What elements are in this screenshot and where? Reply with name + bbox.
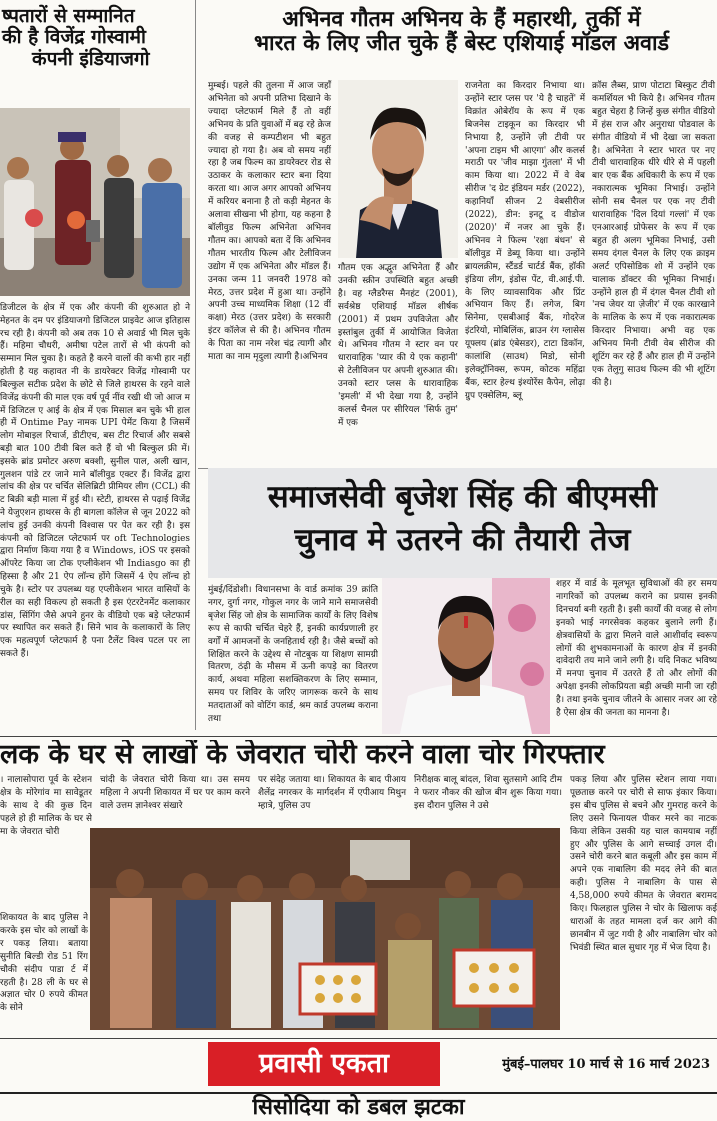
top-story — [198, 0, 717, 468]
left-headline-line: कंपनी इंडियाजगो — [32, 47, 150, 70]
column-rule — [195, 0, 196, 730]
middle-portrait-photo — [382, 578, 550, 734]
bottom-headline: लक के घर से लाखों के जेवरात चोरी करने वाला चोर गिरफ्तार — [0, 740, 605, 770]
middle-headline-line: चुनाव मे उतरने की तैयारी तेज — [294, 522, 631, 559]
middle-col-1: मुंबई/दिंडोशी। विधानसभा के वार्ड क्रमांक 39 क्रांति नगर, दुर्गा नगर, गोकुल नगर के जाने माने समाजसेवी बृजेश सिंह जो क्षेत्र के सामाजिक कार्यों के लिए विशेष रूप से काफी चर्चित चेहरे हैं, इनकी कार्यप्रणाली हर वर्गों में आमजनों के जनहितार्थ रही है। जैसे बच्चों को शिक्षित करने के उद्देश्य से नोटबुक या शिक्षण सामग्री वितरण, ठंढ़ी के मौसम में ऊनी कपड़े का वितरण कार्य, अथवा महिला सशक्तिकरण के लिए सम्मान, समय पर शिविर के जरिए जागरूक करने के साथ मतदाताओं को वोटिंग कार्ड, श्रम कार्ड उपलब्ध कराना तथा — [208, 585, 378, 725]
bottom-police-photo — [90, 828, 560, 1030]
bottom-col-1: । नालासोपारा पूर्व के स्टेशन क्षेत्र के मोरेगांव मा सावेडूतर के साथ दे की कुछ दिन पहले हो ही मालिक के घर से मा के जेवरात चोरी — [0, 775, 92, 837]
dateline: मुंबई–पालघर 10 मार्च से 16 मार्च 2023 — [502, 1057, 710, 1072]
left-body: डिजीटल के क्षेत्र में एक और कंपनी की शुरुआत हो ने मेहनत के दम पर इंडियाजगो डिजिटल प्राइवेट आज इतिहास रच रही है। कंपनी को अब तक 10 से अवार्ड भी मिल चुके हैं। महिमा चौधरी, अमीषा पटेल तारों से भी कंपनी को सम्मान मिल चुका है। कहते है करने वालों की कभी हार नहीं होती है यह कहावत नी के डायरेक्टर विजेंद्र गोस्वामी पर बिल्कुल सटीक प्रदेश के छोटे से जिले हाथरस के रहने वाले विजेंद्र कंपनी की माल एक वर्ष पूर्व नींव रखी थी जो आज म में डिजिटल ए आई के क्षेत्र में एक मिसाल बन चुके भी हाल ही में Ontime Pay नामक UPI पेमेंट किया है जिसमें लोग मोबाइल रिचार्ज, डीटीएच, बस टीट रिचार्ज और सबसे बड़ी बात 100 टीवी बिल कते हैं वो भी बिल्कुल फ्री में। इसके ब्रांड प्रमोटर अरुण बक्शी, सुनील पाल, अली खान, गुलशन पांडे टर जाने माने बॉलीवुड एक्टर हैं। विजेंद्र द्वारा लांच की क्षेत्र पर चर्चित सेलिब्रिटी प्रीमियर लीग (CCL) की ट बिक्री बड़ी माला में हुई थी। स्टेटी, हाथरस से पढ़ाई विजेंद्र ने येजुएशन हाथरस के ही बागला कॉलेज से जून 2022 को लांच हुई उनकी कंपनी विश्वास पर पेत कर रही है। इस कंपनी को डिजिटल प्लेटफार्म पर oft Technologies द्वारा निर्माण किया गया है व Windows, iOS पर इसको ऑपरेट किया जा टोक एप्लीकेशन भी Indiasgo का ही हिस्सा है और 21 ऐप लॉन्च होंगे जिसमें 4 ऐप लॉन्च हो चुके है। स्टोर पर उपलब्ध यह एप्लीकेशन भारत वासियों के रील का सही विकल्प हो सकती है इस एंटरटेनमेंट कलाकार डांस, सिंगिंग जैसे अपने हुनर के वीडियो एक बड़े प्लेटफार्म पर स्थापित कर सकते हैं। सिने भाव के कलाकारों के लिए एक महत्वपूर्ण प्लेटफार्म है पना टैलेंट विश्व पटल पर ला सकते हैं। — [0, 303, 190, 659]
teaser-headline: सिसोदिया को डबल झटका — [252, 1094, 465, 1120]
left-photo — [0, 108, 190, 296]
bottom-col-2: चांदी के जेवरात चोरी किया था। उस समय महिला ने अपनी शिकायत में घर पर काम करने वाले उत्तम ज्ञानेश्वर संखारे — [100, 775, 250, 811]
top-headline — [206, 8, 717, 56]
bottom-col-1b: शिकायत के बाद पुलिस ने करके इस चोर को लाखों के र पकड़ लिया। बताया सुनीति बिल्डी रोड 51 रिंग चौकी संदीप पाडा र्ट में रहती है। 28 ली के घर से अज्ञात चोर 0 रुपये कीमत के सोने — [0, 913, 88, 1014]
bottom-col-4: निरीक्षक बालू बांदल, शिवा सुतसागे आदि टीम ने फरार नौकर की खोज बीन शुरू किया गया। इस दौरान पुलिस ने उसे — [414, 775, 562, 811]
top-headline-line: अभिनव गौतम अभिनय के हैं महारथी, तुर्की में — [282, 7, 641, 32]
left-story — [0, 0, 192, 722]
section-rule — [0, 1038, 717, 1039]
section-rule — [0, 736, 717, 737]
middle-col-2: शहर में वार्ड के मूलभूत सुविधाओं की हर समय नागरिकों को उपलब्ध कराने का प्रयास इनकी दिनचर्या बनी रहती है। इसी कार्यों की वजह से लोग इनको भाई नगरसेवक कहकर बुलाने लगी हैं। क्षेत्रवासियों के द्वारा मिलने वाले आशीर्वाद स्वरूप लोगों की शुभकामनाओं के कारण क्षेत्र में इनकी दावेदारी तय माने जाने लगी है। यदि निकट भविष्य में मनपा चुनाव में उतरते हैं तो और लोगों की अपेक्षा इनकी लोकप्रियता बड़ी अच्छी मानी जा रही है। तथा इनके चुनाव जीतने के आसार नजर आ रहे है ऐसा क्षेत्र की जनता का मानना है। — [556, 579, 717, 719]
bottom-col-5: पकड़ लिया और पुलिस स्टेशन लाया गया। पूछताछ करने पर चोरी से साफ इंकार किया। इस बीच पुलिस से बचने और गुमराह करने के लिए उसने फिनायल पीकर मरने का नाटक किया लेकिन उसकी यह चाल कामयाब नहीं हुए और पुलिस के आगे सच्चाई उगल दी। उसने चोरी करने बात कबूली और इस काम में अपने एक नाबालिग की मदद लेने की बात कही। पुलिस ने नाबालिग के पास से 4,58,000 रुपये कीमत के जेवरात बरामद किए। फिलहाल पुलिस ने चोर के खिलाफ कई धाराओं के तहत मामला दर्ज कर आगे की छानबीन में जुट गयी है और नाबालिग चोर को भिवंडी स्थित बाल सुधार गृह में भेज दिया है। — [570, 775, 717, 953]
bottom-col-3: पर संदेह जताया था। शिकायत के बाद पीआय शैलेंद्र नगरकर के मार्गदर्शन में एपीआय मिथुन म्हात्रे, पुलिस उप — [258, 775, 406, 811]
top-col-4: क्रॉस लैब्स, प्राण पोटाटा बिस्कुट टीवी कमर्शियल भी किये है। अभिनव गौतम बहुत चेहरा है जिन्हें कुछ संगीत वीडियो में हंस राज और अनुराधा पोडवाल के संगीत वीडियो में भी देखा जा सकता है। अभिनेता ने स्टार भारत पर नए टीवी धारावाहिक धीरे धीरे से में पहली बार एक बैंक अधिकारी के रूप में एक नकारात्मक भूमिका निभाई। उन्होंने सोनी सब चैनल पर एक नए टीवी धारावाहिक 'दिल दियां गल्लां' में एक एनआरआई प्रोफेसर के रूप में एक बहुत ही अलग भूमिका निभाई, उसी समय दंगल चैनल के लिए एक क्राइम अलर्ट एपिसोडिक शो में उन्होंने एक चालाक डॉक्टर की भूमिका निभाई। उन्होंने हाल ही में दंगल चैनल टीवी शो 'नच जेयर या ज़ेजीर' में एक कारखाने के मालिक के रूप में एक नकारात्मक किरदार निभाया। अभी वह एक अभिनय मिनी टीवी वेब सीरीज की शूटिंग कर रहे हैं और हाल ही में उन्होंने एक तेलुगु साउथ फिल्म की भी शूटिंग की है। — [592, 81, 715, 388]
top-portrait-photo — [338, 80, 458, 258]
masthead: प्रवासी एकता — [208, 1042, 440, 1086]
top-col-2: गौतम एक अद्भुत अभिनेता हैं और उनकी स्क्रीन उपस्थिति बहुत अच्छी है। वह ग्लैडरैग्स मैनहंट (2001), सर्वश्रेष्ठ एशियाई मॉडल शीर्षक (2001) में प्रथम उपविजेता और इस्तांबुल तुर्की में आयोजित विजेता थे। अभिनव गौतम ने स्टार वन पर धारावाहिक 'प्यार की ये एक कहानी' से टेलीविजन पर अपनी शुरुआत की। उनको स्टार प्लस के धारावाहिक 'इमली' में भी देखा गया है, उन्होंने कलर्स चैनल पर सीरियल 'सिर्फ तुम' में एक — [338, 263, 458, 428]
middle-headline-line: समाजसेवी बृजेश सिंह की बीएमसी — [267, 479, 658, 515]
left-headline-line: ष्पतारों से सम्मानित — [2, 5, 135, 27]
top-col-3: राजनेता का किरदार निभाया था। उन्होंने स्टार प्लस पर 'ये है चाहतें' में विक्रांत ओबेरॉय के रूप में एक बिजनेस टाइकून का किरदार भी निभाया है, उन्होंने ज़ी टीवी पर 'अपना टाइम भी आएगा' और कलर्स मराठी पर 'जीव माझा गुंतला' में भी काम किया था। 2022 में वे वेब सीरीज 'द ग्रेट इंडियन मर्डर (2022), कहानियाँ सीजन 2 वेबसीरीज (2022), डीन: इनटू द वीडोज (2020)' में नजर आ चुके हैं। अभिनव ने फिल्म 'रक्षा बंधन' से बॉलीवुड में डेब्यू किया था। उन्होंने ब्रायलक्रीम, स्टैंडर्ड चार्टर्ड बैंक, हॉकी इंडिया लीग, इंडोस पेंट, वी.आई.पी. के लिए व्यावसायिक और प्रिंट अभियान किए हैं। लगेज, बिग सिनेमा, एसबीआई बैंक, गोदरेज इंटरियो, मोबिलिंक, ब्राउन रंग ग्लासेस यूफ्लय (ब्रांड एंबेसडर), टाटा डिकॉन, कालांशि (साउथ) मिडो, सोनी इलेक्ट्रॉनिक्स, रूपम, कोटक महिंद्रा बैंक, स्टार हेल्थ इंश्योरेंस कैपेन, लोढ़ा ग्रुप एक्सेलिम, ब्लू — [465, 81, 585, 401]
left-headline-line: की है विजेंद्र गोस्वामी — [2, 26, 146, 49]
top-col-1: मुम्बई। पहले की तुलना में आज जहाँ अभिनेता को अपनी प्रतिभा दिखाने के ज्यादा प्लेटफार्म मिले हैं तो वहीं अभिनय के प्रति युवाओं में बढ़ रहे क्रेज की वजह से कम्पटीशन भी बहुत ज्यादा हो गया है। अब वो समय नहीं रहा है जब फिल्म का डायरेक्टर रोड से उठाकर के कलाकार स्टार बना दिया करता था। आज अगर आपको अभिनय में करियर बनाना है तो कड़ी मेहनत के अलावा सीखना भी होगा, यह कहना है बॉलीवुड फिल्म अभिनेता अभिनव गौतम का। आपको बता दें कि अभिनव गौतम भारतीय फिल्म और टेलीविजन उद्योग में एक अभिनेता और मॉडल हैं। उनका जन्म 11 जनवरी 1978 को मेरठ, उत्तर प्रदेश में हुआ था। उन्होंने अपनी उच्च माध्यमिक शिक्षा (12 वीं कक्षा) मेरठ (उत्तर प्रदेश) के सरकारी इंटर कॉलेज से की है। अभिनव गौतम के पिता का नाम नरेश चंद्र त्यागी और माता का नाम मृदुला त्यागी है।अभिनव — [208, 81, 331, 363]
middle-headline — [208, 476, 717, 563]
left-headline — [2, 6, 192, 70]
top-headline-line: भारत के लिए जीत चुके हैं बेस्ट एशियाई मॉडल अवार्ड — [253, 31, 670, 57]
